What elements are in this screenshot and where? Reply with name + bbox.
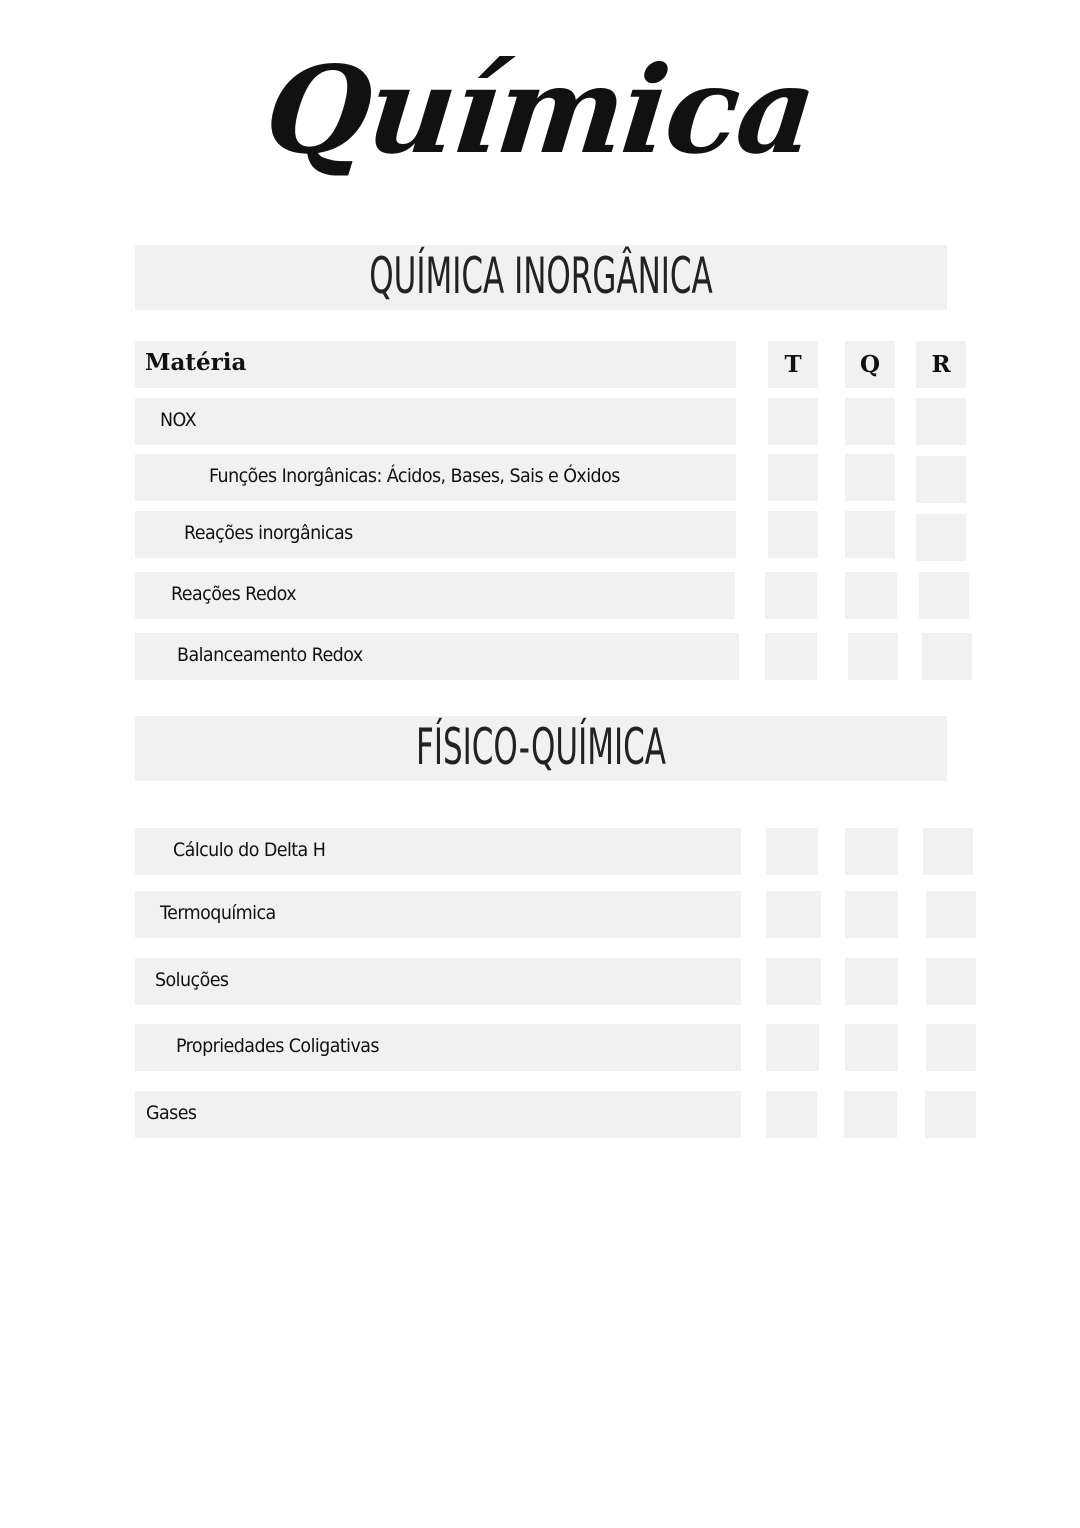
checkbox-r[interactable] <box>916 514 966 561</box>
checkbox-t[interactable] <box>765 572 817 619</box>
column-header-label: Matéria <box>145 349 247 376</box>
subject-label: Reações Redox <box>171 583 297 605</box>
checkbox-q[interactable] <box>845 572 897 619</box>
column-header-t: T <box>768 341 818 388</box>
checkbox-r[interactable] <box>919 572 969 619</box>
checkbox-r[interactable] <box>916 398 966 445</box>
subject-row <box>135 572 735 619</box>
checkbox-q[interactable] <box>845 1024 898 1071</box>
checkbox-q[interactable] <box>845 398 895 445</box>
checkbox-t[interactable] <box>768 511 818 558</box>
subject-row <box>135 958 741 1005</box>
checkbox-t[interactable] <box>766 958 821 1005</box>
subject-row <box>135 891 741 938</box>
checkbox-r[interactable] <box>926 891 976 938</box>
checkbox-t[interactable] <box>766 1024 819 1071</box>
checkbox-t[interactable] <box>766 828 818 875</box>
checkbox-r[interactable] <box>926 958 976 1005</box>
checkbox-q[interactable] <box>845 828 898 875</box>
subject-row <box>135 398 736 445</box>
checkbox-q[interactable] <box>845 958 898 1005</box>
subject-label: Cálculo do Delta H <box>173 839 326 861</box>
column-header-subject <box>135 341 736 388</box>
subject-row <box>135 828 741 875</box>
column-header-r: R <box>916 341 966 388</box>
subject-row <box>135 454 736 501</box>
section-title: QUÍMICA INORGÂNICA <box>369 247 713 305</box>
subject-row <box>135 633 739 680</box>
checkbox-t[interactable] <box>768 454 818 501</box>
subject-label: Reações inorgânicas <box>184 522 353 544</box>
checkbox-q[interactable] <box>845 891 898 938</box>
checkbox-t[interactable] <box>766 891 821 938</box>
subject-row <box>135 1024 741 1071</box>
subject-row <box>135 1091 741 1138</box>
checkbox-t[interactable] <box>765 633 817 680</box>
subject-label: Gases <box>146 1102 197 1124</box>
subject-label: Propriedades Coligativas <box>176 1035 380 1057</box>
checkbox-q[interactable] <box>845 454 895 501</box>
page-title: Química <box>259 40 821 181</box>
section-header-inorganica <box>135 245 947 310</box>
subject-row <box>135 511 736 558</box>
checkbox-r[interactable] <box>925 1091 976 1138</box>
checkbox-r[interactable] <box>923 828 973 875</box>
column-header-q: Q <box>845 341 895 388</box>
checkbox-r[interactable] <box>922 633 972 680</box>
checkbox-r[interactable] <box>916 456 966 503</box>
subject-label: NOX <box>160 409 197 431</box>
checkbox-t[interactable] <box>766 1091 817 1138</box>
checkbox-t[interactable] <box>768 398 818 445</box>
checkbox-q[interactable] <box>848 633 898 680</box>
section-header-fisico-quimica <box>135 716 947 781</box>
checkbox-r[interactable] <box>926 1024 976 1071</box>
subject-label: Termoquímica <box>160 902 276 924</box>
section-title: FÍSICO-QUÍMICA <box>415 718 666 776</box>
subject-label: Balanceamento Redox <box>177 644 363 666</box>
checkbox-q[interactable] <box>845 511 895 558</box>
checkbox-q[interactable] <box>844 1091 897 1138</box>
subject-label: Soluções <box>155 969 229 991</box>
subject-label: Funções Inorgânicas: Ácidos, Bases, Sais e Óxidos <box>209 465 620 487</box>
